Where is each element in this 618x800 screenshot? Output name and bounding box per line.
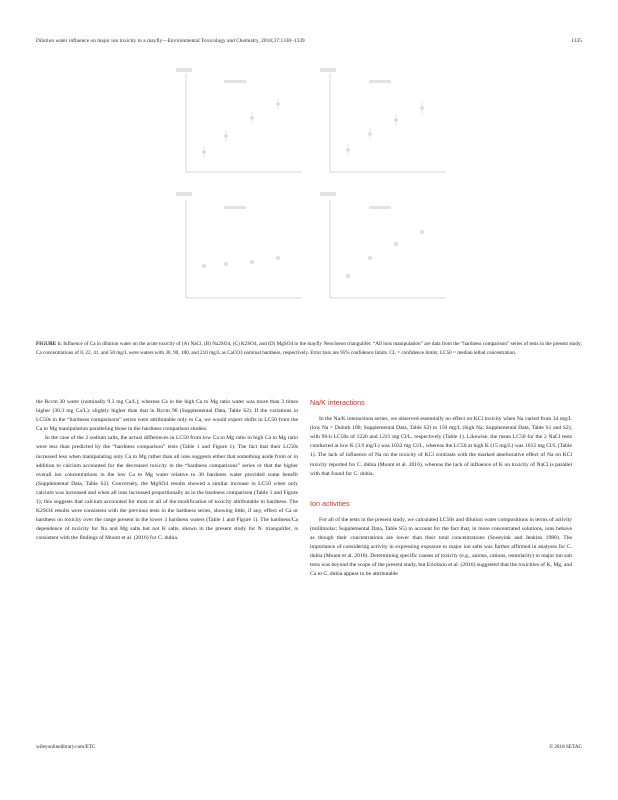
body-paragraph: the Rccm 30 water (nominally 9.3 mg Ca/L), whereas Ca in the high Ca to Mg ratio water was more than 3 times higher (30.3 mg Ca/L); slightly higher than that in Rccm 90 (Supplemental Data, Table S2). If the variations in LC50s in the “hardness comparisons” series were attributable only to Ca, we would expect shifts in LC50 from the Ca to Mg manipulation paralleling those in the hardness comparison studies.	[36, 399, 298, 433]
figure-1-panels	[164, 60, 464, 322]
right-column	[310, 398, 572, 580]
page-number: 1335	[571, 38, 582, 44]
body-paragraph: In the case of the 2 sodium salts, the actual differences in LC50 from low Ca to Mg ratio to high Ca to Mg ratio were less than predicted by the “hardness comparison” tests (Table 1 and Figure 1). The fact that their LC50s increased less when manipulating only Ca to Mg rather than all ions suggests either that something aside from or in addition to calcium accounted for the decreased toxicity in the “hardness comparisons” series or that the higher overall ion concentrations in the low Ca to Mg water relative to 30 hardness water provided some benefit (Supplemental Data, Table S2). Conversely, the MgSO4 results showed a similar increase in LC50 when only calcium was increased and when all ions increased proportionally as in the hardness comparison (Table 1 and Figure 1); this suggests that calcium accounted for most or all of the modification of toxicity attributable to hardness. The K2SO4 results were consistent with the previous tests in the hardness series, showing little, if any, effect of Ca or hardness on toxicity over the range present in the lower 3 hardness waters (Table 1 and Figure 1). The hardness/Ca dependence of toxicity for Na and Mg salts but not K salts, shown in the present study for N. triangulifer, is consistent with the findings of Mount et al. (2016) for C. dubia.	[36, 435, 298, 542]
section-heading-ion-activities: Ion activities	[310, 498, 350, 508]
figure-1-image	[164, 60, 464, 322]
figure-label: FIGURE 1:	[36, 341, 62, 347]
copyright-notice: © 2018 SETAC	[549, 744, 582, 750]
page-footer	[36, 744, 582, 754]
body-paragraph: For all of the tests in the present study, we calculated LC50s and dilution water compositions in terms of activity (millimolar; Supplemental Data, Table S5) to account for the fact that, in more concentrated solutions, ions behave as though their concentrations are lower than their total concentrations (Snoeyink and Jenkins 1980). The importance of considering activity in expressing exposure to major ion salts was further affirmed in analyses for C. dubia (Mount et al. 2016). Determining specific causes of toxicity (e.g., anions, cations, osmolarity) in major ion salt tests was beyond the scope of the present study, but Erickson et al. (2016) suggested that the toxicities of K, Mg, and Ca to C. dubia appear to be attributable	[310, 516, 572, 578]
figure-caption	[36, 340, 582, 357]
left-column	[36, 398, 298, 544]
running-head	[36, 38, 582, 48]
journal-url[interactable]: wileyonlinelibrary.com/ETC	[36, 744, 96, 750]
figure-caption-text: Influence of Ca in dilution water on the acute toxicity of (A) NaCl, (B) Na2SO4, (C) K2SO4, and (D) MgSO4 to the mayfly Neocloeon triangulifer. “All ions manipulation” are data from the “hardness comparison” series of tests in the present study; Ca concentrations of 8, 22, 41, and 58 mg/L were waters with 30, 90, 180, and 210 mg/L as CaCO3 nominal hardness, respectively. Error bars are 95% confidence limits. CL = confidence limits; LC50 = median lethal concentration.	[36, 341, 583, 356]
section-heading-na-k: Na/K interactions	[310, 398, 365, 407]
body-paragraph: In the Na/K interactions series, we observed essentially no effect on KCl toxicity when Na varied from 34 mg/L (low Na = Duluth 100; Supplemental Data, Table S2) to 150 mg/L (high Na; Supplemental Data, Table S1 and S2), with 96-h LC50s of 1226 and 1221 mg Cl/L, respectively (Table 1). Likewise, the mean LC50 for the 2 NaCl tests conducted at low K (3.9 mg/L) was 1032 mg Cl/L, whereas the LC50 at high K (15 mg/L) was 1012 mg Cl/L (Table 1). The lack of influence of Na on the toxicity of KCl contrasts with the marked ameliorative effect of Na on KCl toxicity reported for C. dubia (Mount et al. 2016), whereas the lack of influence of K on toxicity of NaCl is parallel with that found for C. dubia.	[310, 416, 572, 477]
journal-citation: Dilution water influence on major ion toxicity to a mayfly—Environmental Toxicology and Chemistry, 2018;37:1330–1339	[36, 38, 305, 44]
